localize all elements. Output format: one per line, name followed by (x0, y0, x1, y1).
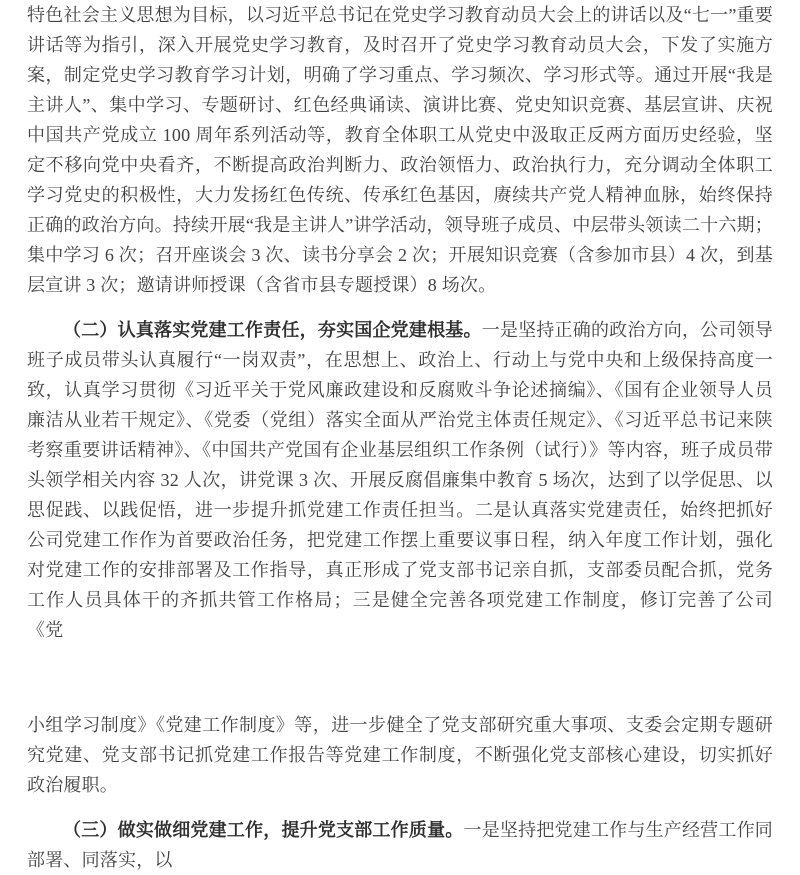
paragraph-3-text: 小组学习制度》《党建工作制度》等，进一步健全了党支部研究重大事项、支委会定期专题研究党建、党支部书记抓党建工作报告等党建工作制度，不断强化党支部核心建设，切实抓好政治履职。 (27, 715, 773, 795)
paragraph-4-clipped (27, 815, 773, 875)
paragraph-3 (27, 710, 773, 800)
paragraph-1 (27, 0, 773, 300)
paragraph-2 (27, 315, 773, 645)
section-heading-2: （二）认真落实党建工作责任，夯实国企党建根基。 (63, 320, 482, 340)
paragraph-1-text: 特色社会主义思想为目标，以习近平总书记在党史学习教育动员大会上的讲话以及“七一”重要讲话等为指引，深入开展党史学习教育，及时召开了党史学习教育动员大会，下发了实施方案，制定党史学习教育学习计划，明确了学习重点、学习频次、学习形式等。通过开展“我是主讲人”、集中学习、专题研讨、红色经典诵读、演讲比赛、党史知识竞赛、基层宣讲、庆祝中国共产党成立 100 周年系列活动等，教育全体职工从党史中汲取正反两方面历史经验，坚定不移向党中央看齐，不断提高政治判断力、政治领悟力、政治执行力，充分调动全体职工学习党史的积极性，大力发扬红色传统、传承红色基因，赓续共产党人精神血脉，始终保持正确的政治方向。持续开展“我是主讲人”讲学活动，领导班子成员、中层带头领读二十六期；集中学习 6 次；召开座谈会 3 次、读书分享会 2 次；开展知识竞赛（含参加市县）4 次，到基层宣讲 3 次；邀请讲师授课（含省市县专题授课）8 场次。 (27, 5, 773, 295)
paragraph-2-text: 一是坚持正确的政治方向，公司领导班子成员带头认真履行“一岗双责”，在思想上、政治上、行动上与党中央和上级保持高度一致，认真学习贯彻《习近平关于党风廉政建设和反腐败斗争论述摘编》、《国有企业领导人员廉洁从业若干规定》、《党委（党组）落实全面从严治党主体责任规定》、《习近平总书记来陕考察重要讲话精神》、《中国共产党国有企业基层组织工作条例（试行）》等内容，班子成员带头领学相关内容 32 人次，讲党课 3 次、开展反腐倡廉集中教育 5 场次，达到了以学促思、以思促践、以践促悟，进一步提升抓党建工作责任担当。二是认真落实党建责任，始终把抓好公司党建工作作为首要政治任务，把党建工作摆上重要议事日程，纳入年度工作计划，强化对党建工作的安排部署及工作指导，真正形成了党支部书记亲自抓，支部委员配合抓，党务工作人员具体干的齐抓共管工作格局；三是健全完善各项党建工作制度，修订完善了公司《党 (27, 320, 773, 640)
paragraph-4-text: 一是坚持把党建工作与生产经营工作同部署、同落实，以 (27, 820, 773, 870)
section-heading-3: （三）做实做细党建工作，提升党支部工作质量。 (63, 820, 464, 840)
page-break-gap (27, 645, 773, 710)
